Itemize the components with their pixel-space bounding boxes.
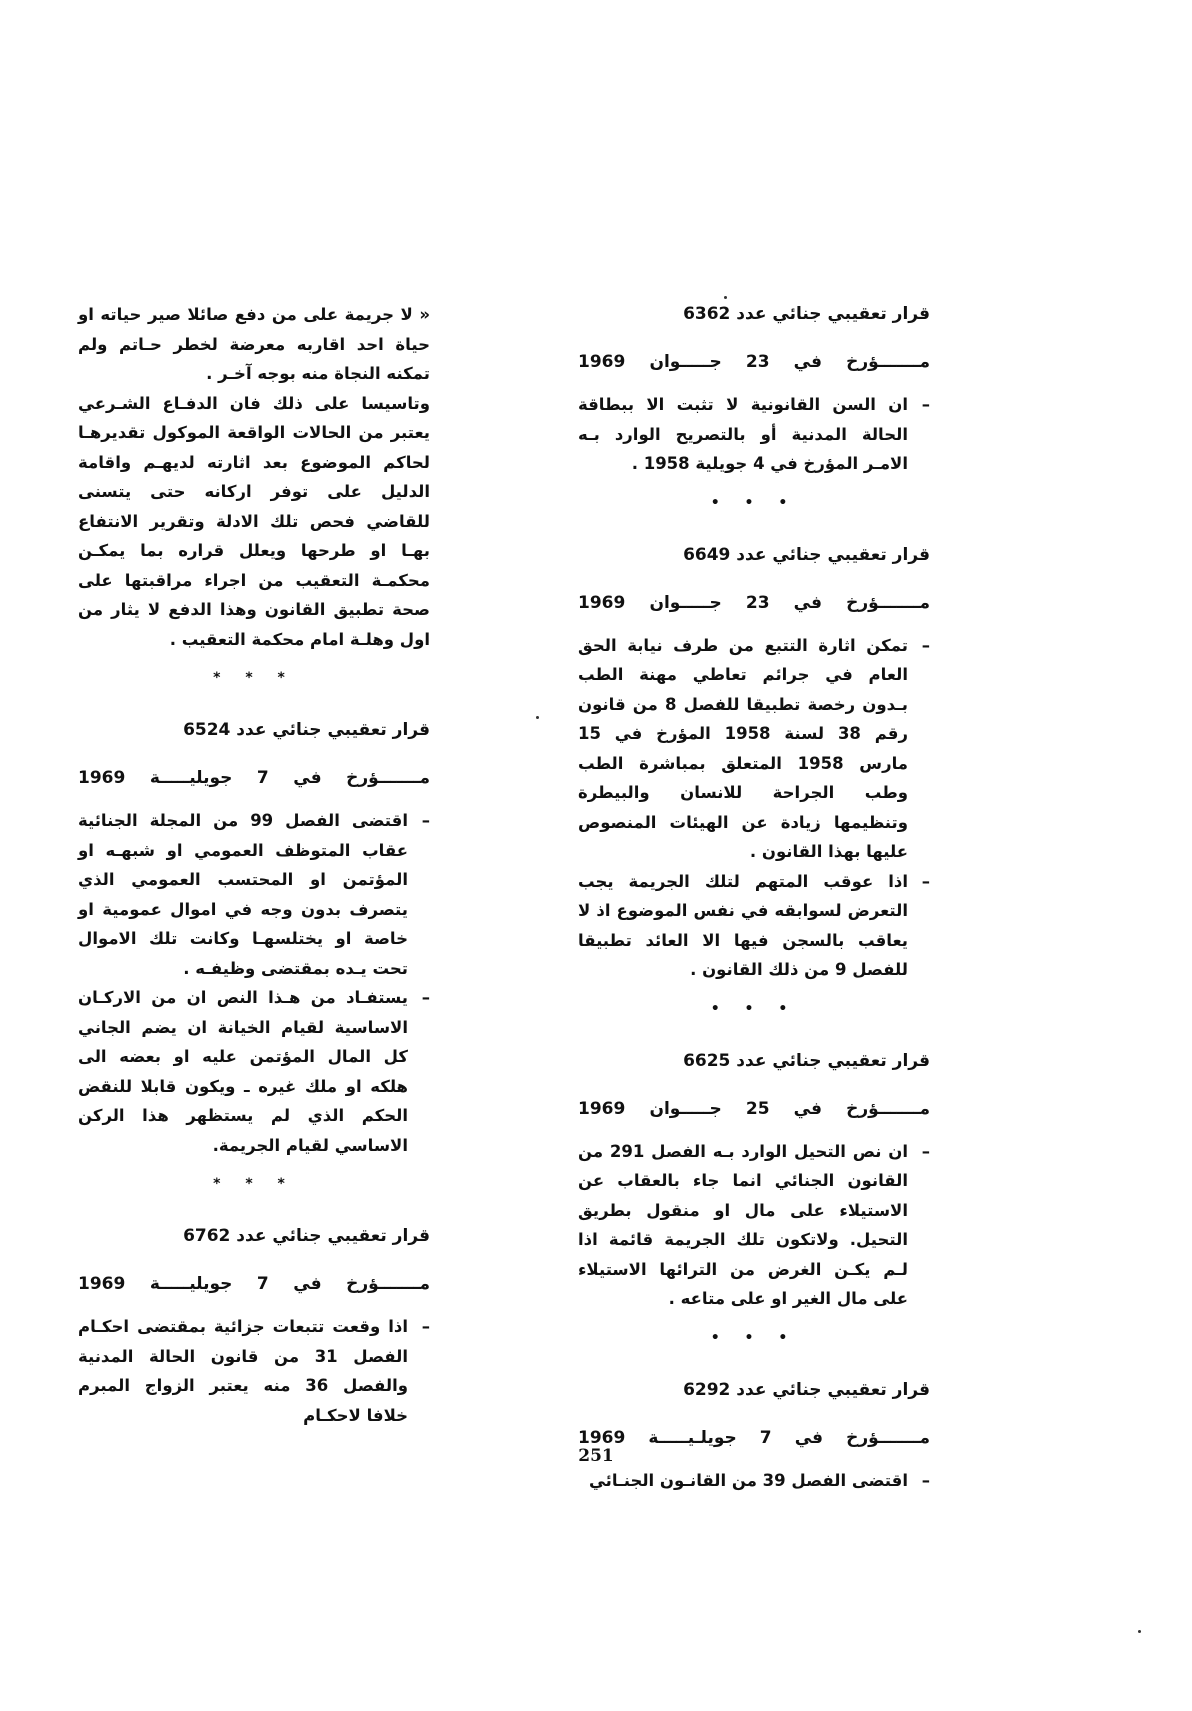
ruling-paragraph: – اقتضى الفصل 99 من المجلة الجنائية عقاب المتوظف العمومي او شبهـه او المؤتمن او المحتسب العمومي الذي يتصرف بدون وجه في اموال عمومية او خاصة او يختلسهـا وكانت تلك الاموال تحت يـده بمقتضى وظيفـه . (78, 806, 430, 983)
ruling-paragraph: – اذا وقعت تتبعات جزائية بمقتضى احكـام الفصل 31 من قانون الحالة المدنية والفصل 36 منه يعتبر الزواج المبرم خلافا لاحكـام (78, 1312, 430, 1430)
ruling-paragraph: – ان نص التحيل الوارد بـه الفصل 291 من القانون الجنائي انما جاء بالعقاب عن الاستيلاء على مال او منقول بطريق التحيل. ولاتكون تلك الجريمة قائمة اذا لـم يكـن الغرض من الترائها الاستيلاء على مال الغير او على متاعه . (578, 1137, 930, 1314)
decision-section-6649 (578, 541, 930, 1017)
decision-section-6292 (578, 1376, 930, 1496)
quoted-paragraph: « لا جريمة على من دفع صائلا صير حياته او حياة احد اقاربه معرضة لخطر حـاتم ولم تمكنه النجاة منه بوجه آخـر . (78, 305, 430, 383)
ruling-paragraph: – تمكن اثارة التتبع من طرف نيابة الحق العام في جرائم تعاطي مهنة الطب بـدون رخصة تطبيقا للفصل 8 من قانون رقم 38 لسنة 1958 المؤرخ في 15 مارس 1958 المتعلق بمباشرة الطب وطب الجراحة للانسان والبيطرة وتنظيمها زيادة عن الهيئات المنصوص عليها بهذا القانون . (578, 631, 930, 867)
page-number: 251 (578, 1446, 614, 1466)
ruling-paragraph: وتاسيسا على ذلك فان الدفـاع الشـرعي يعتبر من الحالات الواقعة الموكول تقديرهـا لحاكم الموضوع بعد اثارته لديهـم واقامة الدليل على توفر اركانه حتى يتسنى للقاضي فحص تلك الادلة وتقرير الانتفاع بهـا او طرحها ويعلل قراره بما يمكـن محكمـة التعقيب من اجراء مراقبتها على صحة تطبيق القانون وهذا الدفع لا يثار من اول وهلـة امام محكمة التعقيب . (78, 393, 430, 649)
section-separator: * * * (213, 670, 295, 686)
ruling-paragraph: – اقتضى الفصل 39 من القانـون الجنـائي (578, 1466, 930, 1496)
right-column (578, 300, 930, 1495)
section-separator: • • • (710, 494, 798, 511)
scan-speck (536, 716, 539, 719)
section-separator: * * * (213, 1176, 295, 1192)
decision-date: مـــــــؤرخ في 7 جويليـــــة 1969 (78, 1274, 430, 1294)
ruling-paragraph: – يستفـاد من هـذا النص ان من الاركـان الاساسية لقيام الخيانة ان يضم الجاني كل المال المؤتمن عليه او بعضه الى هلكه او ملك غيره ـ ويكون قابلا للنقض الحكم الذي لم يستظهر هذا الركن الاساسي لقيام الجريمة. (78, 983, 430, 1160)
scan-speck (1138, 1630, 1141, 1633)
decision-title: قرار تعقيبي جنائي عدد 6524 (183, 720, 430, 740)
decision-title: قرار تعقيبي جنائي عدد 6362 (683, 304, 930, 324)
decision-date: مـــــــؤرخ في 7 جويليـــــة 1969 (78, 768, 430, 788)
decision-date: مـــــــؤرخ في 23 جـــــوان 1969 (578, 592, 930, 613)
decision-section-6625 (578, 1047, 930, 1346)
decision-section-6362 (578, 300, 930, 511)
decision-title: قرار تعقيبي جنائي عدد 6762 (183, 1226, 430, 1246)
ruling-paragraph: – ان السن القانونية لا تثبت الا ببطاقة الحالة المدنية أو بالتصريح الوارد بـه الامـر المؤرخ في 4 جويلية 1958 . (578, 390, 930, 479)
left-column (78, 300, 430, 1430)
section-separator: • • • (710, 1000, 798, 1017)
scan-speck (724, 296, 727, 299)
decision-title: قرار تعقيبي جنائي عدد 6292 (683, 1379, 930, 1400)
decision-date: مـــــــؤرخ في 25 جـــــوان 1969 (578, 1098, 930, 1119)
decision-date: مـــــــؤرخ في 7 جويلـيـــــة 1969 (578, 1427, 930, 1448)
decision-title: قرار تعقيبي جنائي عدد 6625 (683, 1050, 930, 1071)
decision-title: قرار تعقيبي جنائي عدد 6649 (683, 544, 930, 565)
decision-date: مـــــــؤرخ في 23 جـــــوان 1969 (578, 352, 930, 372)
decision-section-6762 (78, 1222, 430, 1430)
continued-section (78, 300, 430, 686)
decision-section-6524 (78, 716, 430, 1192)
section-separator: • • • (710, 1329, 798, 1346)
ruling-paragraph: – اذا عوقب المتهم لتلك الجريمة يجب التعرض لسوابقه في نفس الموضوع اذ لا يعاقب بالسجن فيها الا العائد تطبيقا للفصل 9 من ذلك القانون . (578, 867, 930, 985)
